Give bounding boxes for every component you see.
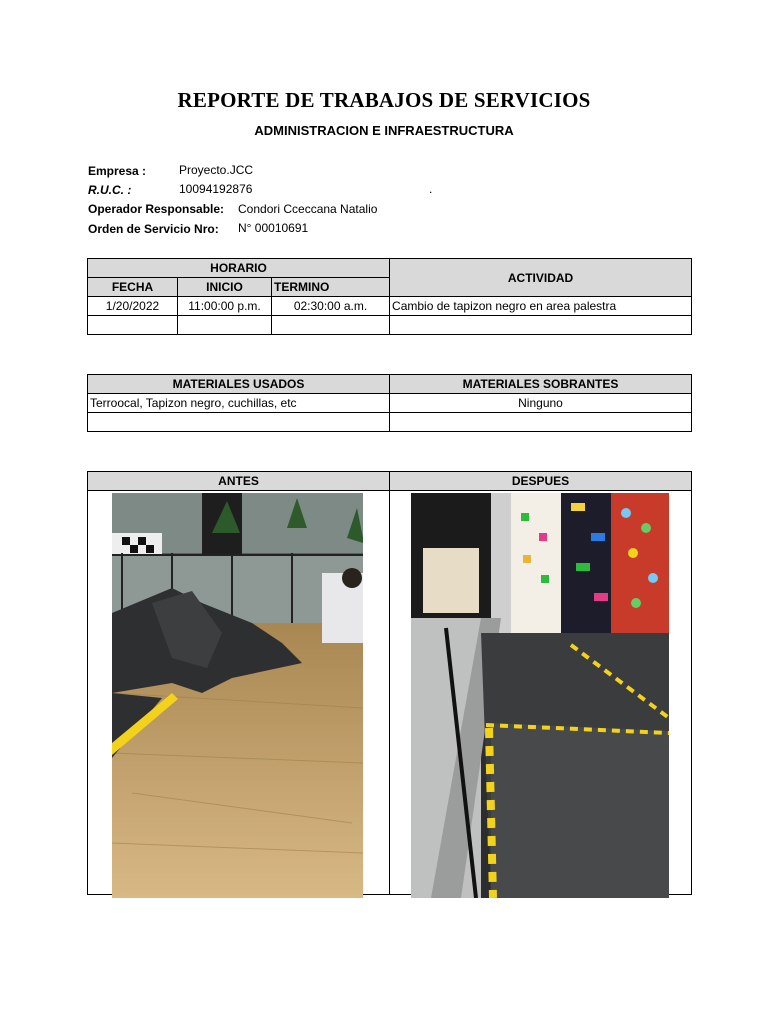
empty-cell [390, 316, 692, 335]
empresa-value: Proyecto.JCC [179, 163, 254, 177]
empty-cell [88, 413, 390, 432]
dot-mark: . [429, 182, 433, 196]
despues-photo [411, 493, 669, 898]
ruc-value: 10094192876 [179, 182, 253, 196]
operador-label: Operador Responsable: [88, 202, 225, 216]
empty-cell [272, 316, 390, 335]
inicio-header: INICIO [178, 278, 272, 297]
termino-cell: 02:30:00 a.m. [272, 297, 390, 316]
schedule-table [87, 258, 692, 335]
termino-header: TERMINO [272, 278, 390, 297]
orden-label: Orden de Servicio Nro: [88, 222, 219, 236]
materiales-usados-cell: Terroocal, Tapizon negro, cuchillas, etc [88, 394, 390, 413]
report-title: REPORTE DE TRABAJOS DE SERVICIOS [177, 88, 591, 112]
antes-header: ANTES [88, 472, 390, 491]
fecha-header: FECHA [88, 278, 178, 297]
inicio-cell: 11:00:00 p.m. [178, 297, 272, 316]
materials-table [87, 374, 692, 432]
horario-header: HORARIO [88, 259, 390, 278]
orden-value: N° 00010691 [238, 221, 309, 235]
empresa-label: Empresa : [88, 164, 147, 178]
materiales-sobrantes-cell: Ninguno [390, 394, 692, 413]
report-subtitle: ADMINISTRACION E INFRAESTRUCTURA [254, 123, 514, 138]
empty-cell [390, 413, 692, 432]
materiales-usados-header: MATERIALES USADOS [88, 375, 390, 394]
empty-cell [178, 316, 272, 335]
materiales-sobrantes-header: MATERIALES SOBRANTES [390, 375, 692, 394]
fecha-cell: 1/20/2022 [88, 297, 178, 316]
actividad-header: ACTIVIDAD [390, 259, 692, 297]
antes-photo [112, 493, 363, 898]
empty-cell [88, 316, 178, 335]
actividad-cell: Cambio de tapizon negro en area palestra [390, 297, 692, 316]
operador-value: Condori Cceccana Natalio [238, 202, 378, 216]
ruc-label: R.U.C. : [88, 183, 132, 197]
despues-header: DESPUES [390, 472, 692, 491]
